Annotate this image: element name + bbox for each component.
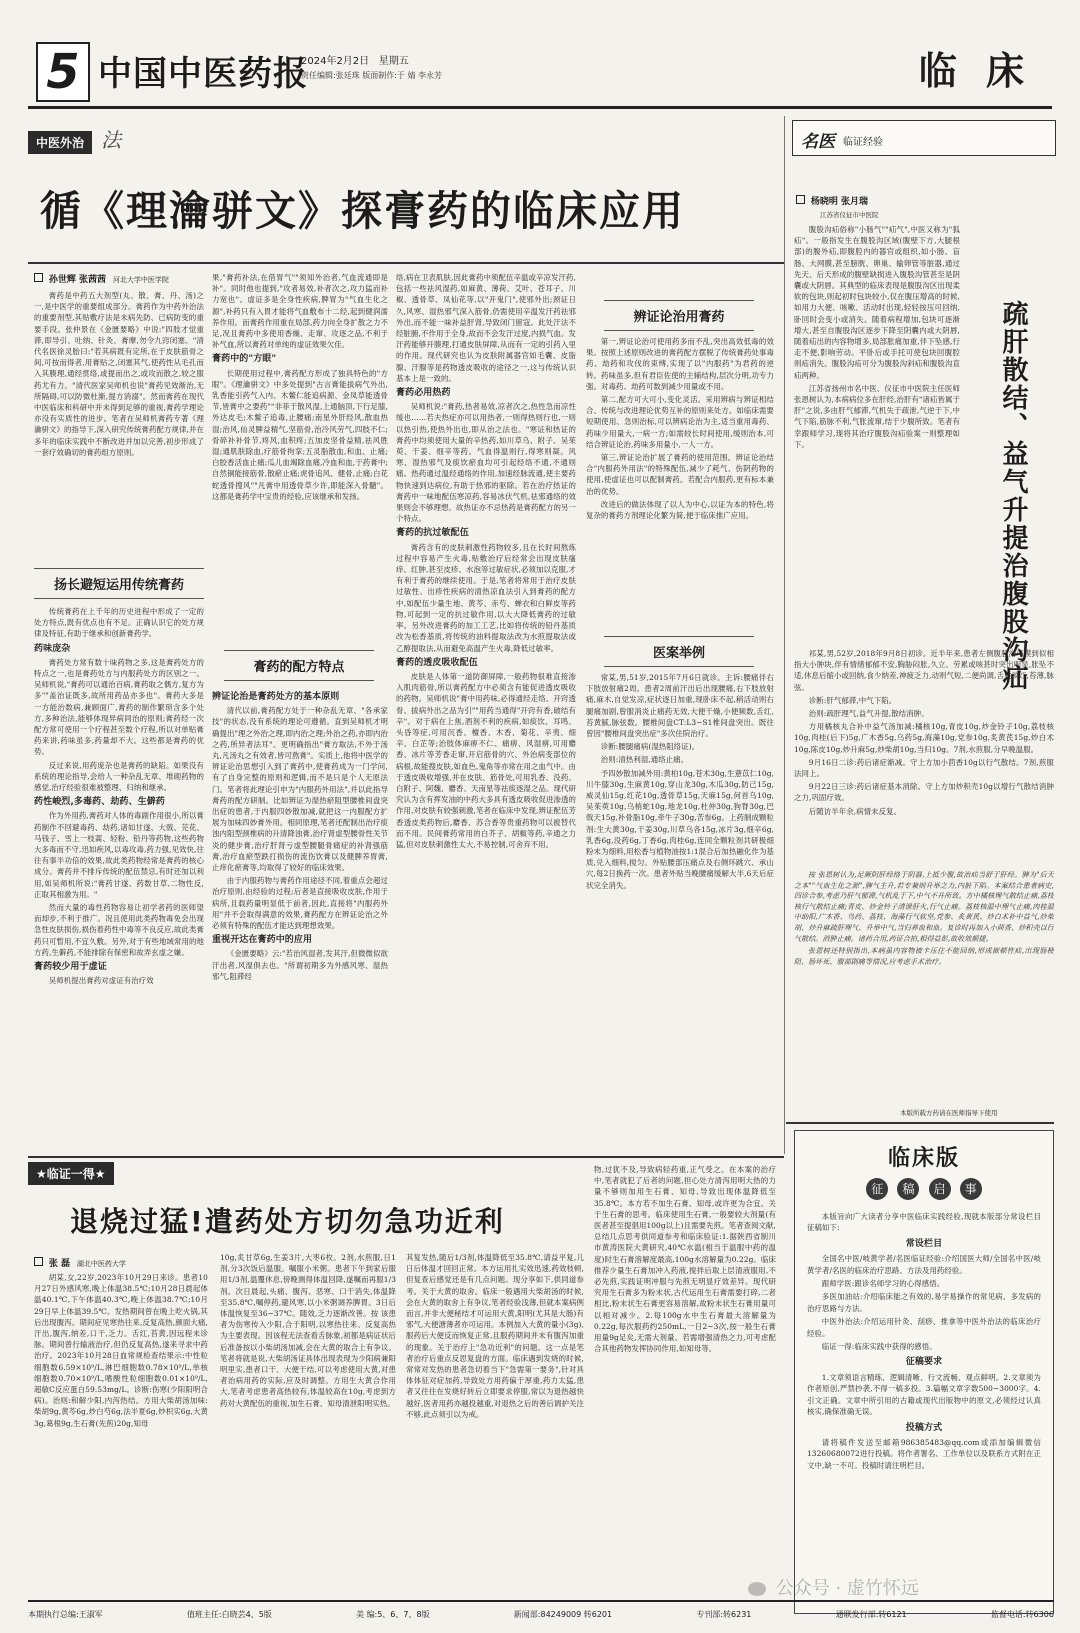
paragraph: 其复发热,随后1/3剂,体温降低至35.8℃,请益平复,儿日后体温才回回正常。本方运用扎实效迅速,药效枝顿,但复查后感觉还是有几点问题。现分享如下,供同道参考。关于大黄的取舍。临床一般遇用大柴胡汤的时候,会在大黄的取舍上有争议,笔者经验浅薄,但就本案病例而言,并非大便秘结才可运用大黄,阳明(尤其是大肠)有邪气,大便溏薄者亦可运用。本例加入大黄的量小(3g),服药后大便反而恢复正常,且服药期间并未有腹泻加重的现象。关于治疗上"急功近利"的问题。这一点是笔者治疗后重点反思复盘的方面。临床遇到发烧的时候,常常对发热的患者急切着当下"急需第一要务",针对具体体征对症加药,导致处方用药偏于厚重,药力太猛,患者又往往在发烧好转后立即要求停服,常以为退热越快越好,医者用药亦越投越重,对退热之后的善后调护关注不够,此点须引以为戒。 [406, 1253, 584, 1419]
paragraph: 由于内服药物与膏药作用途径不同,着重点会超过治疗原则,由经验的过程;后者是直接吸收皮肤,作用于病所,且载药量明显低于前者,因此,直接将"内服药外用"并不会取得满意的效果,膏药配方在辨证论治之外必须有特殊的配伍才能达到理想效果。 [212, 876, 388, 931]
lead-column-3 [396, 272, 576, 1146]
sidebar-title: 疏肝散结、益气升提治腹股沟疝 [998, 300, 1028, 692]
lead-column-2 [212, 272, 388, 640]
dosage-note: 本版所载方药请在医师指导下使用 [900, 1109, 998, 1117]
paragraph: 第一,辨证论治可使用药多而不乱,突出高效低毒的效果。按照上述原则改进的膏药配方摆脱了传统膏药处事毒药、劫药和攻伐的束缚,实现了以"内服药"为君药的逆转。药味虽多,但有君臣佐使的主辅结构,层次分明,功专力强。对毒药、劫药可数到减少用量或不用。 [586, 337, 774, 391]
sidebar-affiliation: 江苏省仪征市中医院 [820, 211, 879, 219]
weekday-text: 星期五 [378, 56, 409, 67]
subhead-case: 医案举例 [604, 636, 754, 667]
notice-body [807, 1211, 1041, 1603]
minor-heading: 药性峻烈,多毒药、劫药、生僻药 [34, 797, 165, 808]
notice-column-item: 跟师学医:跟诊名师学习的心得感悟。 [821, 1279, 945, 1289]
sidebar-tag-text: 临证经验 [843, 137, 883, 148]
footer-item: 美 编:5、6、7、8版 [355, 1609, 430, 1619]
badge-char: 启 [929, 1178, 951, 1200]
editor-line: 责任编辑:张廷珠 版面制作:于 婧 李永芳 [301, 71, 443, 80]
lead-column-2b [212, 688, 388, 1146]
column-tag-label: 中医外治 [28, 131, 92, 154]
notice-requirements: 1.文章须语言精练、逻辑清晰、行文流畅、观点鲜明。2.文章须为作者原创,严禁抄袭,不得一稿多投。3.篇幅文章字数500~3000字。4.引文正确。文章中所引用的古籍或现代出版物中的原文,必须经过认真核实,确保准确无误。 [807, 1372, 1041, 1417]
bottom-title: 退烧过猛!遣药处方切勿急功近利 [70, 1205, 505, 1238]
notice-intro: 本版旨向广大读者分享中医临床实践经验,现就本版部分常设栏目征稿如下: [807, 1212, 1041, 1233]
paragraph: 膏药含有的皮肤刺激性药物较多,且在长时间熬炼过程中容易产生火毒,贴敷治疗后经常会出现皮肤瘙痒、红肿,甚至皮疹、水泡等过敏症状,必须加以克服,才有利于膏药的继续使用。于是,笔者将常用于治疗皮肤过敏性、出疹性疾病的清热凉血法引入到膏药的配方中,如配伍少量生地、黄芩、赤芍、蝉衣和白鲜皮等药物,可起到一定的抗过敏作用,以大大降低膏药的过敏率。另外改进膏药的加工工艺,比如将传统的铅丹基质改为松香基质,将传统的油料提取法改为水煎提取法或乙醇提取法,从而避免高温产生火毒,降低过敏率。 [396, 542, 576, 653]
byline-box-icon [796, 195, 805, 204]
minor-heading: 膏药较少用于虚证 [34, 962, 107, 973]
badge-char: 征 [866, 1178, 888, 1200]
paragraph: 清代以前,膏药配方处于一种杂乱无章、"各承家技"的状态,没有系统的理论可遵循。直到吴师机才明确提出"理之外治之理,即内治之理;外治之药,亦即内治之药,所异者法耳"。更明确指出"膏方取法,不外于汤丸,凡汤丸之有效者,皆可熬膏"。实质上,他将中医学的辨证论治思想引入到了膏药中,使膏药成为一门学问,有了自身完整的原则和逻辑,而不是只是个人无原法门。笔者将此理论引申为"内服药外用法",并以此指导膏药的配方研制。比如辨证为湿热瘀阻型腰椎间盘突出症的患者,于内服四妙散加减,就把这一内服配方扩展为加味四妙膏外用。相同原理,笔者还配制出治疗痰浊内阻型颈椎病的升清降浊膏,治疗肾虚型腰骨性关节炎的健步膏,治疗肝肾亏虚型腰腿骨痛症的补肾强筋膏,治疗血瘀型跌打损伤的流伤饮膏以及健脾养胃膏,止痒化瘀膏等,均取得了较好的临床效果。 [212, 706, 388, 873]
paragraph: 诊断:肝气郁滞,中气下陷。 [808, 695, 897, 705]
paragraph: 方用橘核丸合补中益气汤加减:橘核10g,青皮10g,炒金铃子10g,荔枝核10g,肉桂(后下)5g,广木香5g,乌药5g,海藻10g,党参10g,炙黄芪15g,炒白术10g,陈皮10g,炒升麻5g,炒柴胡10g,当归10g。7剂,水煎服,分早晚温服。 [794, 722, 1054, 754]
minor-heading: 重视开达在膏药中的应用 [212, 935, 313, 946]
paragraph: 作为外用药,膏药对人体的毒副作用很小,所以膏药制作不回避毒药、劫药,诸如甘遂、大戟、芫花、马钱子、雪上一枝蒿、轻粉、铅丹等药物,这些药物大多毒而不守,迅如疾风,以毒攻毒,药力强,见效快,往往有事半功倍的效果,故此类药物经常是膏药的核心成分。膏药并不排斥传统的配伍禁忌,有时还加以利用,如吴师机所说:"膏药甘遂、药数甘草,二物性反,正取其相激为用。" [34, 811, 204, 899]
lead-affiliation: 河北大学中医学院 [112, 276, 169, 284]
section-title: 临 床 [918, 48, 1032, 93]
paragraph: 长期使用过程中,膏药配方形成了独具特色的"方眼"。《理瀹骈文》中多处提到"古言膏能拔病气外出,乳香能引药气入内、木鳖仁能追病源、金凤草能透骨节,皆膏中之要药""非菲于散风湿,上通脑顶,下行足膝,外达皮毛;木鳖子追毒,止腰痛;南星外肝经风,散血热湿;治风,仙灵脾益精气,坚筋骨,治冷风劳气,四肢不仁;骨碎补补骨节,疼风,血积疼;五加皮坚骨益精,祛风胜湿;通肌肤除血,疗筋骨拘挛;五灵脂散血,和血、止痛;白胶香活血止痛;瓜儿血竭除血痛,冷血和血,于药膏中;自然铜能接筋骨,散瘀止痛;虎骨追风、健骨,止痛;白花蛇透骨搜风""凡膏中用透骨草少许,即能深入骨髓"。这都是膏药学中宝贵的经验,应该继承和发扬。 [212, 368, 388, 501]
paragraph: 吴师机说:"膏药,热者易效,凉者次之,热性急而凉性缓也……若夫热症亦可以用热者,一则得热则行也,一则以热引热,使热外出也,即从治之法也。"寒证和热证的膏药中均须使用大量的辛热药,如川草乌、附子、吴茱萸、干姜、细辛等药。气血得温则行,得寒则凝。风寒、湿热邪气及痰饮瘀血均可引起经络不通,不通则痛。热药通过温经通络的作用,加速经脉流通,使主要药物快速到达病位,有助于热邪的驱除。若在治疗热证的膏药中一味地配伍寒凉药,容易冰伏气机,祛邪通络的效果则会不够理想。故热证亦不忌热药是膏药配方的另一个特点。 [396, 402, 576, 524]
paragraph: 后随访半年余,病情未反复。 [808, 806, 902, 816]
column-tag-char: 法 [101, 128, 122, 152]
paragraph: 第二,配方可大可小,变化灵活。采用辨病与辨证相结合、传统与改进理论优势互补的原则来处方。如临床需要短期使用、急则治标,可以辨病论治为主,适当重用毒药、药味少用量大,一病一方;如需较长时间使用,缓则治本,可结合辨证论治,药味多用量小,一人一方。 [586, 395, 774, 449]
paragraph: 反过来说,用药庞杂也是膏药的缺陷。如果没有系统的理论指导,会给人一种杂乱无章、堆砌药物的感觉,治疗经验很难被整理、归纳和继承。 [34, 760, 204, 793]
paragraph: 治则:清热利湿,通络止痛。 [600, 755, 689, 765]
bottom-section-rule [28, 1156, 784, 1158]
minor-heading: 膏药的透皮吸收配伍 [396, 657, 478, 668]
paragraph: 吴师机提出膏药对虚证有治疗效 [48, 976, 154, 986]
sidebar-bottom-rule [786, 1122, 1054, 1124]
sidebar-byline [796, 194, 868, 207]
minor-heading: 膏药必用热药 [396, 388, 451, 399]
column-divider [784, 116, 785, 1154]
bottom-byline [34, 1256, 126, 1269]
footer-item: 本期执行总编:王淑军 [28, 1609, 103, 1619]
paragraph: 第三,辨证论治扩展了膏药的使用范围。辨证论治结合"内服药外用法"的特殊配伍,减少了耗气、伤阴药物的使用,使虚证也可以配制膏药。若配合内服药,更有标本兼治的优势。 [586, 453, 774, 496]
paragraph: 9月22日三诊:药后诸症基本消除。守上方加炒积壳10g以增行气散结消肿之力,巩固疗效。 [794, 782, 1054, 803]
paragraph: 按 张恩树认为,足厥阴肝经络于阴器,上抵少腹,故治疝当舒于肝经。脾为"后天之本""气血生化之源",脾气主升,若专兼则升举之力,内脏下陷。本案结合患者病史,四诊合参,考虑乃肝气郁滞,气机乱于下,中气不升所致。方中橘核理气散结止痛,荔枝核行气散结止痛;青皮、炒金铃子清泄肝火,行气止痛。荔枝核温中理气止痛,肉桂温中助阳,广木香、乌药、荔枝、海藻行气软坚,党参、炙黄芪、炒白术补中益气,炒柴胡、炒升麻疏肝理气、升举中气,当归养血和血。复诊时再加入小茴香、炒积壳以行气散结。消肿止痛。诸药合用,药证合拍,相得益彰,故收效颇捷。 [794, 871, 1054, 943]
bottom-column-2 [220, 1252, 396, 1590]
footer-item: 新闻部:84249009 转6201 [513, 1609, 613, 1619]
paragraph: 传统膏药在上千年的历史进程中形成了一定的处方特点,既有优点也有不足。正确认识它的处方规律及特征,有助于继承和创新膏药学。 [34, 607, 204, 639]
subhead-syndrome: 辨证论治用膏药 [604, 300, 754, 331]
paragraph: 9月16日二诊:药后诸症渐减。守上方加小茴香10g以行气散结。7剂,煎服法同上。 [794, 757, 1054, 779]
paragraph: 络,病在卫表肌肤,因此膏药中须配伍辛温或辛凉发汗药,包括一些祛风湿药,如麻黄、薄荷、艾叶、苍耳子、川椒、透骨草、凤仙花等,以"开鬼门",使邪外出;颈证日久,风寒、湿热邪气深入筋骨,仍需使用辛温发汗药祛邪外出,而不能一味补益肝肾,导致闭门留寇。此处汗法不经脏腑,不作用于全身,故而不会发汗过度,内损气血。发汗药能够开腠理,打通皮肤屏障,从而有一定的引药入里的作用。现代研究也认为皮肤附属器官如毛囊、皮脂腺、汗腺等是药物透皮吸收的途径之一,这与传统认识基本上是一致的。 [396, 273, 576, 383]
paragraph: 张恩树还特别指出,本病虽内容物被卡压住不能回纳,形成嵌顿性疝,出现肠梗阻、肠坏死、腹部剧痛等情况,应考虑手术治疗。 [794, 947, 1054, 966]
minor-heading: 膏药中的"方眼" [212, 354, 277, 365]
footer-item: 通联发行部:转6121 [835, 1609, 907, 1619]
call-for-papers [794, 1130, 1054, 1614]
sidebar-tag-mark: 名医 [801, 132, 835, 152]
paragraph: 物,过犹不及,导致病轻药重,正气受之。在本案的治疗中,笔者就犯了后者的问题,担心处方清泻用明大热的力量不够则加用生石膏、知母,导致出现体温降低至35.8℃。本方若不加生石膏、知母,或许更为合宜。关于生石膏的思考。临床使用生石膏,一般要较大剂量(有医者甚至提倡用100g以上)且需要先煎。笔者查阅文献,总结几点思考供同道参考和临床验证:1.据陕西省制川市黄涛医院大黄研究,40℃水温(相当于温服中药的温度)时生石膏溶解度最高,100g水溶解量为0.22g。临床推荐少量生石膏加冲入药液,搅拌后取上层清液服用,不必先煎,实践证明冲服与先煎无明显疗效差异。现代研究用生石膏多为粉末状,古代运用生石膏需要打碎,二者相比,粉末状生石膏更容易溶解,故粉末状生石膏用量可以相对减少。2.每100g水中生石膏最大溶解量为0.22g,每次服药约250mL,一日2~3次,按一般生石膏用量9g足矣,无需大剂量。若需增强清热之力,可考虑配合其他药物发挥协同作用,如知母等。 [594, 1165, 776, 1354]
notice-title: 临床版 [887, 1146, 960, 1171]
watermark [748, 1574, 919, 1600]
notice-column-item: 中医外治法:介绍运用针灸、刮痧、推拿等中医外治法的临床治疗经验。 [807, 1317, 1041, 1338]
lead-column-4b [586, 672, 774, 1146]
bottom-column-3 [406, 1252, 584, 1590]
lead-column-1b [34, 606, 204, 1146]
byline-box-icon [34, 273, 43, 282]
notice-column-item: 全国名中医/岐黄学者/名医临证经验:介绍国医大师/全国名中医/岐黄学者/名医的临床治疗思路、方法及用药经验。 [807, 1254, 1041, 1275]
watermark-text: 公众号 · 虚竹怀远 [775, 1578, 919, 1599]
sidebar-body-2 [794, 648, 1054, 868]
sidebar-body [794, 224, 960, 644]
paragraph: 改进后的做法体现了以人为中心,以证为本的特色,将复杂的膏药方剂理论化繁为简,便于临床推广应用。 [586, 499, 774, 521]
paragraph: 《金匮要略》云:"若治风湿者,发其汗,但微微似欲汗出者,风湿俱去也。"所谓初期多为外感风寒、湿热邪气,阻滞经 [212, 949, 388, 981]
date-text: 2024年2月2日 [301, 56, 370, 67]
minor-heading: 药味庞杂 [34, 643, 71, 654]
lead-column-1 [34, 290, 204, 554]
paragraph: 诊断:腰腿痛病(湿热阻络证)。 [600, 742, 700, 752]
bottom-column-4 [594, 1164, 776, 1590]
paragraph: 江苏省扬州市名中医、仪征市中医院主任医师张恩树认为,本病病位多在肝经,治肝有"诸疝皆属于肝"之说,多由肝气郁滞,气机失于疏泄,气逆于下,中气下陷,筋脉不利,气胀流窜,结于少腹所致。笔者有幸跟师学习,现将其治疗腹股沟疝验案一则整理如下。 [794, 383, 960, 449]
lead-authors: 孙世辉 张茜茜 [48, 275, 107, 285]
bottom-banner: ★临证一得★ [28, 1162, 114, 1185]
paragraph: 腹股沟疝俗称"小肠气""疝气",中医又称为"狐疝"。一般指发生在腹股沟区域(腹壁下方,大腿根部)的腹外疝,即腹腔内的器官或组织,如小肠、盲肠、大网膜,甚至膀胱、卵巢、输卵管等脏器,通过先天、后天形成的腹壁缺损进入腹股沟管甚至是阴囊或大阴唇。其典型的临床表现是腹股沟区出现柔软的包块,则起初时包块较小,仅在腹压增高的时候,如用力大便、咳嗽、活动时出现,轻轻按压可回纳,卧回时会变小或消失。随着病程增加,包块可逐渐增大,甚至自腹股沟区逐步下降至阴囊内或大阴唇,随着疝出的内容物增多,局部胀痛加重,伴下坠感,行走不便,影响劳动。平卧后或手托可使包块回腹腔则疝消失。腹股沟疝可分为腹股沟斜疝和腹股沟直疝两种。 [794, 225, 960, 380]
lead-byline [34, 272, 169, 285]
lead-title-rule [28, 262, 784, 264]
lead-column-4 [586, 336, 774, 624]
notice-column-item: 多医加油站:介绍临床能之有效的,易学易操作的常见病、多发病的治疗思路与方法。 [807, 1292, 1041, 1313]
column-tag [28, 124, 122, 152]
byline-box-icon [34, 1257, 43, 1266]
paragraph: 胡某,女,22岁,2023年10月29日来诊。患者10月27日外感风寒,晚上体温38.5℃;10月28日晨起体温40.1℃,下午体温40.3℃,晚上体温38.7℃;10月29日早上体温39.5℃。发热期间曾在晚上吃火锅,其后出现腹泻。期间症见寒热往来,反复高热,颜面大痛,汗出,腹泻,纳差,口干,乏力。舌红,苔黄,因远程未诊脉。期间曾行输液治疗,但仍反复高热,遂来寻求中药治疗。2023年10月28日血常规检查结果示:中性粒细胞数6.59×10⁹/L,淋巴细胞数0.78×10⁹/L,单核细胞数0.70×10⁹/L,嗜酸性粒细胞数0.01×10⁹/L,超敏C反应蛋白59.53mg/L。诊断:伤寒(少阳阳明合病)。治则:和解少阳,内泻热结。方用大柴胡汤加味:柴胡9g,黄芩6g,炒白芍6g,法半夏6g,炒枳实6g,大黄3g,葛根9g,生石膏(先煎)20g,知母 [34, 1273, 208, 1428]
paper-name: 中国中医药报 [98, 54, 308, 94]
wechat-icon [748, 1582, 766, 1596]
notice-submit: 请将稿件发送至邮箱986385483@qq.com或添加编辑微信13260680072进行投稿。将作者署名、工作单位以及联系方式附在正文中,缺一不可。投稿时请注明栏目。 [807, 1437, 1041, 1470]
issue-date [301, 52, 409, 67]
footer-item: 监督电话:转6306 [990, 1609, 1054, 1619]
minor-heading: 辨证论治是膏药处方的基本原则 [212, 692, 340, 702]
paragraph: 祁某,男,52岁,2018年9月8日初诊。近半年来,患者左侧腹股沟可摸到似相指大小肿块,伴有情绪郁郁不安,胸胁闷胀,久立、劳累或咳甚时突出明显,胀坠不适,休息后缩小或回纳,食少纳差,神疲乏力,动则气短,二便尚调,舌质淡红,苔薄,脉弦。 [794, 649, 1054, 692]
bottom-author: 张 磊 [48, 1259, 71, 1269]
notice-submit-heading: 投稿方式 [905, 1422, 943, 1433]
badge-char: 事 [960, 1178, 982, 1200]
subhead-formula: 膏药的配方特点 [224, 650, 374, 681]
sidebar-authors: 杨晓明 张月瑞 [810, 197, 869, 207]
paragraph: 治则:疏肝理气,益气升提,散结消肿。 [808, 709, 929, 719]
notice-columns-heading: 常设栏目 [905, 1238, 943, 1249]
sidebar-tag [792, 120, 1056, 156]
paragraph: 10g,炙甘草6g,生姜3片,大枣6枚。2剂,水煎服,日1剂,分3次饭后温服。嘱服小米粥。患者下午到家后服用1/3剂,温覆休息,傍晚测得体温回降,遂嘱而再服1/3剂。次日晨起,头痛、腹泻、恶寒、口干消失,体温降至35.8℃,嘱停药,避风寒,以小米粥调养脾胃。3日后体温恢复至36~37℃。随效,乏力逐渐改善。按 该患者为伤寒传入少阳,合于阳明,以寒热往来、反复高热为主要表现。因该程无法查看舌脉象,初都是病证状后后准备按以小柴胡汤加减,会在大黄的取合上有争议。笔者将就是说,大柴胡汤证具体出现表现为少阳病兼阳明里实,患者口干、大便干结,可以考虑使用大黄,对患者治病用药的实际,应及时调整。方用生大黄合作用大,笔者考虑患者高热较有,体温较高在10g,考虑到方药对大黄配伍的重视,加生石膏、知母清泄阳明实热。 [220, 1253, 396, 1408]
paragraph: 予四妙散加减外用:黄柏10g,苍术30g,生薏苡仁10g,川牛膝30g,生麻黄10g,穿山龙30g,木瓜30g,防己15g,威灵仙15g,红花10g,透骨草15g,天麻15g,何首乌10g,吴茱萸10g,乌梢蛇10g,地龙10g,杜仲30g,狗脊30g,巴戟天15g,补骨脂10g,牵牛子30g,苦参6g。上药制成颗粒剂:生大黄30g,干姜30g,川草乌各15g,冰片3g,细辛6g,乳香6g,没药6g,丁香6g,肉桂6g,连同全颗粒剂共研极细粉末为细料,用松香与植物油按1:1混合后加热融化作为基质,兑入细料,搅匀。外贴腰部压痛点及右侧环跳穴、承山穴,每2日换药一次。患者外贴当晚腰痛缓解大半,6天后症状完全消失。 [586, 768, 774, 890]
bottom-column-1 [34, 1272, 208, 1590]
notice-badge [795, 1178, 1053, 1200]
paragraph: 皮肤是人体第一道防御屏障,一般药物很难直接渗入肌肉筋骨,所以膏药配方中必须含有能促进透皮吸收的药物。吴师机说"膏中用药味,必得通经走络、开窍透骨、拔病外出之品为引""用药当通得"开窍有香,破结有辛"。对于病在上焦,酒剂不利的疾病,如痰饮、耳鸣、头昏等症,可用沉香、檀香、木香、菊花、辛夷、细辛、白芷等;治肢体麻痹不仁、痛痹、风湿痹,可用麝香、冰片等芳香走窜,开启筋骨的穴、外治病变部位的病根,故能搜皮肤,如血色,鬼角等亦常在用之血气中。由于透皮吸收增强,并在皮肤、筋骨处,可用乳香、没药、白附子、阿魏、麝香、天南星等祛痰逐湿之品。现代研究认为含有挥发油的中药大多具有透皮吸收促进渗透的作用,对皮肤有较强刺激,笔者在临床中发现,辨证配伍芳香透皮类药物后,麝香、苏合香等贵重药物可以被替代而不用。民间膏药常用的白芥子、胡椒等药,辛通之力猛,但对皮肤刺激性太大,不易控制,可舍弃不用。 [396, 671, 576, 849]
notice-requirements-heading: 征稿要求 [905, 1357, 943, 1368]
footer-item: 专刊部:转6231 [696, 1609, 752, 1619]
paragraph: 然而大量的毒性药物容易让初学者药的医师望而却步,不利于推广。况且使用此类药物毒免会出现急性皮肤损伤,损伤着药性中毒等不良反应,故此类膏药只可暂用,不宜久敷。另外,对于有些地域常用的地方药,生僻药,不能排除有保密和故弄玄虚之嫌。 [34, 903, 204, 957]
masthead [28, 30, 1052, 109]
paragraph: 膏药是中药五大剂型(丸、散、膏、丹、汤)之一,是中医学的重要组成部分。膏药作为中药外治法的重要剂型,其贴敷疗法是未病先防、已病防变的重要手段。张仲景在《金匮要略》中说:"四肢才觉重滞,即导引、吐纳、针灸、膏摩,勿令九窍闭塞。"清代名医徐灵胎曰:"若其病既有定所,在于皮肤筋骨之间,可按而得者,用膏贴之,闭塞其气,使药性从毛孔而入其腠理,通经贯络,或提而出之,或攻而散之,较之服药尤有力。"清代医家吴师机也说"膏药见效渐治,无所隔碍,可以防微杜渐,提方消溺"。然而膏药在现代中医临床和科研中并未得到足够的重视,膏药学理论亦没有实质性的进步。笔者在吴师机膏药专著《理瀹骈文》的指导下,深入研究传统膏药配方规律,并在多年的临床实践中不断改进并加以完善,初步形成了一套疗效确切的膏药组方原则。 [34, 291, 204, 457]
bottom-affiliation: 湖北中医药大学 [76, 1260, 126, 1268]
footer-item: 值班主任:白晓芸4、5版 [186, 1609, 272, 1619]
footer [28, 1600, 1054, 1626]
page-number-box [36, 42, 90, 102]
page-number: 5 [46, 44, 80, 100]
paragraph: 膏药处方常有数十味药物之多,这是膏药处方的特点之一,也是膏药处方与内服药处方的区别之一。吴师机说,"膏药可以通治百病,膏药取之偶方,复方为多""盖治证既多,故所用药品亦多也"。膏药大多是一方能治数病,兼顾面广,膏药的制作繁琐含多个处方,多种治法,能够体现异病同治的原则;膏药经一次配方常可使用一个疗程甚至数个疗程,所以对单贴膏药来讲,药味虽多,药量却不大。这些都是膏药的优势。 [34, 657, 204, 757]
sidebar-commentary [794, 870, 1054, 1100]
badge-char: 稿 [897, 1178, 919, 1200]
minor-heading: 膏药的抗过敏配伍 [396, 528, 469, 539]
paragraph: 常某,男,51岁,2015年7月6日就诊。主诉:腰痛伴右下肢放射痛2周。患者2周前汗出后出现腰痛,右下肢放射痛,麻木,自觉发凉,症状逐日加重,现卧床不起,稍活动则右腿痛加剧,曾服消炎止痛药无效,大便干燥,小便频数,舌红,苔黄腻,脉弦数。腰椎间盘CT:L3~S1椎间盘突出。既往曾因"腰椎间盘突出症"多次住院治疗。 [586, 673, 774, 739]
subhead-traditional: 扬长避短运用传统膏药 [34, 568, 204, 599]
paragraph: 果,"膏药补法,在借胃气""须知外治者,气血流通即是补"。同时他也提到,"攻者易效,补者次之,攻力猛而补力宽也"。虚证多是全身性疾病,脾胃为"气血生化之源",补药只有入胃才能将气血敷布十二经,起到健润濡养作用。而膏药作用重在局部,药力向全身扩散之力不足,况且膏药中多使用香燥、走窜、攻逐之品,不利于补气血,所以膏药对单纯的虚证效果欠佳。 [212, 273, 388, 350]
lead-title: 循《理瀹骈文》探膏药的临床应用 [40, 187, 685, 235]
notice-column-item: 临证一得:临床实践中获得的感悟。 [821, 1342, 937, 1352]
